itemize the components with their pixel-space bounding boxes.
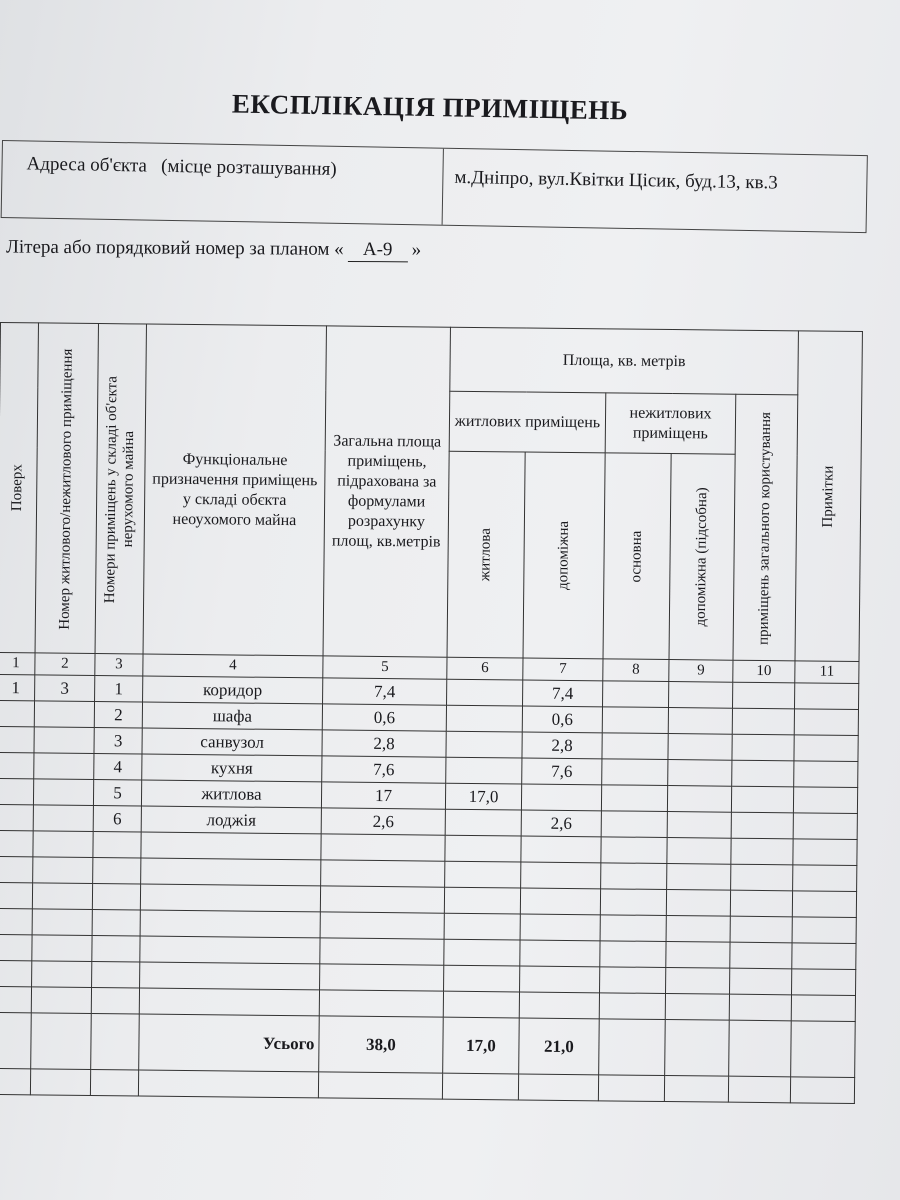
- empty-cell: [33, 857, 93, 884]
- header-nonresidential-group-text: нежитлових приміщень: [629, 404, 712, 442]
- empty-cell: [730, 916, 792, 943]
- total-aux-value: 21,0: [519, 1018, 600, 1075]
- cell-premises: [34, 727, 94, 754]
- empty-cell: [91, 1013, 140, 1069]
- cell-aux-utility: [668, 708, 732, 735]
- cell-floor: [0, 700, 35, 726]
- empty-cell: [667, 838, 731, 865]
- empty-cell: [600, 889, 666, 916]
- header-residential-group: [449, 391, 606, 453]
- header-room-no-text: Номери приміщень у складі об'єкта нерухомого майна: [102, 375, 138, 603]
- empty-cell: [598, 1075, 664, 1102]
- cell-total: 17: [321, 782, 445, 809]
- cell-aux-utility: [668, 760, 732, 787]
- empty-cell: [92, 909, 140, 936]
- empty-cell: [518, 1074, 598, 1101]
- empty-cell: [666, 890, 730, 917]
- cell-aux: 7,4: [523, 680, 603, 707]
- col-num: 10: [733, 660, 795, 683]
- empty-cell: [140, 962, 320, 990]
- empty-cell: [91, 987, 139, 1014]
- empty-cell: [139, 988, 319, 1016]
- cell-purpose: коридор: [143, 676, 323, 704]
- header-main-text: основна: [628, 530, 645, 583]
- cell-aux-utility: [668, 734, 732, 761]
- cell-aux: 7,6: [522, 758, 602, 785]
- cell-aux: [521, 784, 601, 811]
- cell-living: [446, 731, 522, 758]
- empty-cell: [445, 861, 521, 888]
- empty-cell: [793, 865, 857, 892]
- empty-cell: [600, 941, 666, 968]
- cell-main: [601, 785, 667, 812]
- empty-cell: [32, 909, 92, 936]
- cell-living: [445, 809, 521, 836]
- empty-cell: [444, 939, 520, 966]
- header-living: [447, 451, 525, 658]
- header-floor-text: Поверх: [8, 464, 26, 512]
- empty-cell: [731, 838, 793, 865]
- col-num: 4: [143, 654, 323, 678]
- header-main: [603, 453, 671, 660]
- empty-cell: [729, 994, 791, 1021]
- empty-cell: [600, 967, 666, 994]
- cell-aux-utility: [668, 682, 732, 709]
- empty-cell: [0, 882, 33, 908]
- empty-cell: [793, 839, 857, 866]
- total-row: [0, 1012, 855, 1077]
- header-common-use-text: приміщень загального користування: [755, 410, 774, 645]
- cell-main: [602, 759, 668, 786]
- cell-premises: [33, 805, 93, 832]
- empty-cell: [792, 969, 856, 996]
- cell-room: 3: [94, 728, 142, 755]
- address-box: [1, 140, 868, 233]
- cell-floor: [0, 778, 34, 804]
- empty-cell: [31, 1013, 92, 1070]
- empty-cell: [138, 1070, 318, 1098]
- cell-total: 2,8: [322, 730, 446, 757]
- cell-room: 6: [93, 806, 141, 833]
- litera-suffix: »: [411, 239, 422, 261]
- header-purpose-text: Функціональне призначення приміщень у складі обєкта неоухомого майна: [152, 450, 318, 529]
- empty-cell: [520, 888, 600, 915]
- empty-cell: [444, 965, 520, 992]
- cell-purpose: лоджія: [141, 806, 321, 834]
- cell-room: 5: [93, 780, 141, 807]
- empty-cell: [321, 834, 445, 861]
- cell-room: 4: [94, 754, 142, 781]
- cell-common: [732, 760, 794, 787]
- empty-cell: [442, 1073, 518, 1100]
- cell-living: 17,0: [445, 783, 521, 810]
- address-label: Адреса об'єкта (місце розташування): [26, 153, 337, 180]
- cell-common: [731, 786, 793, 813]
- cell-floor: 1: [0, 674, 35, 700]
- empty-cell: [667, 864, 731, 891]
- col-num: 1: [0, 652, 35, 674]
- empty-cell: [32, 883, 92, 910]
- header-auxiliary-utility: [669, 454, 735, 661]
- empty-cell: [664, 1076, 728, 1103]
- empty-cell: [791, 995, 855, 1022]
- cell-floor: [0, 726, 34, 752]
- empty-cell: [600, 915, 666, 942]
- empty-cell: [601, 837, 667, 864]
- empty-cell: [791, 1021, 856, 1078]
- empty-cell: [0, 856, 33, 882]
- cell-premises: [34, 753, 94, 780]
- empty-cell: [519, 992, 599, 1019]
- empty-cell: [320, 938, 444, 965]
- empty-cell: [521, 836, 601, 863]
- cell-main: [601, 811, 667, 838]
- col-num: 5: [323, 656, 447, 679]
- empty-cell: [31, 987, 91, 1014]
- cell-aux: 2,6: [521, 810, 601, 837]
- empty-cell: [444, 913, 520, 940]
- header-premises-no-text: Номер житлового/нежитлового приміщення: [56, 347, 76, 629]
- empty-cell: [665, 994, 729, 1021]
- empty-cell: [445, 835, 521, 862]
- empty-cell: [320, 964, 444, 991]
- total-area-value: 38,0: [319, 1016, 444, 1073]
- litera-value: А-9: [348, 239, 408, 262]
- col-num: 11: [795, 661, 859, 684]
- cell-premises: [34, 701, 94, 728]
- address-divider: [442, 149, 444, 225]
- empty-cell: [792, 891, 856, 918]
- cell-purpose: шафа: [142, 702, 322, 730]
- header-nonresidential-group: [605, 393, 736, 454]
- explication-table: [0, 322, 863, 1104]
- header-total-area: [323, 326, 450, 657]
- header-floor: [0, 323, 38, 653]
- empty-cell: [730, 942, 792, 969]
- cell-premises: 3: [35, 675, 95, 702]
- empty-cell: [444, 887, 520, 914]
- empty-cell: [141, 832, 321, 860]
- empty-cell: [443, 991, 519, 1018]
- explication-table-wrap: [0, 322, 870, 1104]
- empty-cell: [320, 886, 444, 913]
- empty-cell: [33, 831, 93, 858]
- document-title: ЕКСПЛІКАЦІЯ ПРИМІЩЕНЬ: [231, 88, 629, 126]
- empty-cell: [92, 961, 140, 988]
- cell-total: 2,6: [321, 808, 445, 835]
- cell-common: [732, 708, 794, 735]
- cell-living: [446, 705, 522, 732]
- empty-cell: [790, 1077, 854, 1104]
- empty-cell: [0, 908, 32, 934]
- col-num: 8: [603, 659, 669, 682]
- empty-cell: [32, 961, 92, 988]
- cell-notes: [793, 787, 857, 814]
- empty-cell: [0, 934, 32, 960]
- header-room-no: [95, 324, 146, 654]
- empty-cell: [0, 986, 32, 1012]
- cell-main: [602, 733, 668, 760]
- cell-living: [447, 679, 523, 706]
- cell-notes: [794, 709, 858, 736]
- empty-cell: [93, 832, 141, 859]
- cell-notes: [794, 735, 858, 762]
- cell-floor: [0, 804, 33, 830]
- col-num: 9: [669, 660, 733, 683]
- empty-cell: [728, 1076, 790, 1103]
- empty-cell: [520, 940, 600, 967]
- empty-cell: [140, 936, 320, 964]
- col-num: 7: [523, 658, 603, 681]
- empty-cell: [0, 1012, 31, 1068]
- cell-notes: [793, 813, 857, 840]
- header-notes: [795, 331, 862, 662]
- empty-cell: [665, 1020, 730, 1077]
- cell-purpose: житлова: [141, 780, 321, 808]
- empty-cell: [320, 912, 444, 939]
- empty-cell: [32, 935, 92, 962]
- empty-cell: [730, 890, 792, 917]
- cell-main: [602, 707, 668, 734]
- empty-cell: [140, 884, 320, 912]
- cell-aux-utility: [667, 786, 731, 813]
- cell-aux-utility: [667, 812, 731, 839]
- cell-common: [731, 812, 793, 839]
- empty-cell: [601, 863, 667, 890]
- empty-cell: [0, 830, 33, 856]
- header-total-area-text: Загальна площа приміщень, підрахована за формулами розрахунку площ, кв.метрів: [331, 431, 442, 551]
- col-num: 3: [95, 654, 143, 677]
- empty-cell: [731, 864, 793, 891]
- cell-room: 1: [95, 676, 143, 703]
- total-label: Усього: [139, 1014, 320, 1072]
- cell-room: 2: [94, 702, 142, 729]
- cell-notes: [795, 683, 859, 710]
- cell-aux: 2,8: [522, 732, 602, 759]
- empty-cell: [318, 1072, 442, 1099]
- header-purpose: [143, 324, 326, 656]
- cell-total: 7,4: [323, 678, 447, 705]
- address-value: м.Дніпро, вул.Квітки Цісик, буд.13, кв.3: [454, 166, 778, 194]
- empty-cell: [666, 968, 730, 995]
- empty-cell: [92, 884, 140, 911]
- cell-purpose: санвузол: [142, 728, 322, 756]
- empty-cell: [319, 990, 443, 1017]
- cell-total: 0,6: [322, 704, 446, 731]
- cell-aux: 0,6: [522, 706, 602, 733]
- header-living-text: житлова: [477, 527, 494, 582]
- empty-cell: [792, 917, 856, 944]
- empty-cell: [30, 1069, 90, 1096]
- empty-cell: [521, 862, 601, 889]
- header-residential-group-text: житлових приміщень: [454, 412, 601, 431]
- empty-cell: [666, 916, 730, 943]
- empty-cell: [520, 966, 600, 993]
- header-premises-no: [35, 323, 98, 654]
- header-auxiliary: [523, 452, 605, 659]
- empty-cell: [792, 943, 856, 970]
- cell-living: [446, 757, 522, 784]
- cell-total: 7,6: [322, 756, 446, 783]
- cell-premises: [33, 779, 93, 806]
- empty-cell: [0, 960, 32, 986]
- empty-cell: [141, 858, 321, 886]
- header-notes-text: Примітки: [819, 465, 837, 528]
- empty-cell: [0, 1068, 31, 1094]
- cell-common: [732, 734, 794, 761]
- empty-cell: [666, 942, 730, 969]
- empty-cell: [520, 914, 600, 941]
- empty-cell: [92, 935, 140, 962]
- empty-cell: [599, 1019, 666, 1076]
- cell-purpose: кухня: [142, 754, 322, 782]
- empty-cell: [729, 1020, 792, 1077]
- cell-floor: [0, 752, 34, 778]
- header-area-group-text: Площа, кв. метрів: [562, 351, 686, 370]
- header-auxiliary-text: допоміжна: [555, 520, 572, 591]
- total-living-value: 17,0: [443, 1017, 520, 1074]
- empty-cell: [93, 858, 141, 885]
- col-num: 6: [447, 657, 523, 680]
- litera-prefix: Літера або порядковий номер за планом «: [5, 236, 344, 260]
- cell-main: [603, 681, 669, 708]
- empty-cell: [321, 860, 445, 887]
- cell-common: [732, 682, 794, 709]
- empty-cell: [90, 1069, 138, 1096]
- empty-cell: [599, 993, 665, 1020]
- empty-cell: [140, 910, 320, 938]
- cell-notes: [794, 761, 858, 788]
- col-num: 2: [35, 653, 95, 676]
- header-common-use: [733, 394, 798, 661]
- header-auxiliary-utility-text: допоміжна (підсобна): [692, 487, 711, 627]
- empty-cell: [730, 968, 792, 995]
- litera-line: [6, 237, 421, 263]
- header-area-group: [450, 327, 799, 395]
